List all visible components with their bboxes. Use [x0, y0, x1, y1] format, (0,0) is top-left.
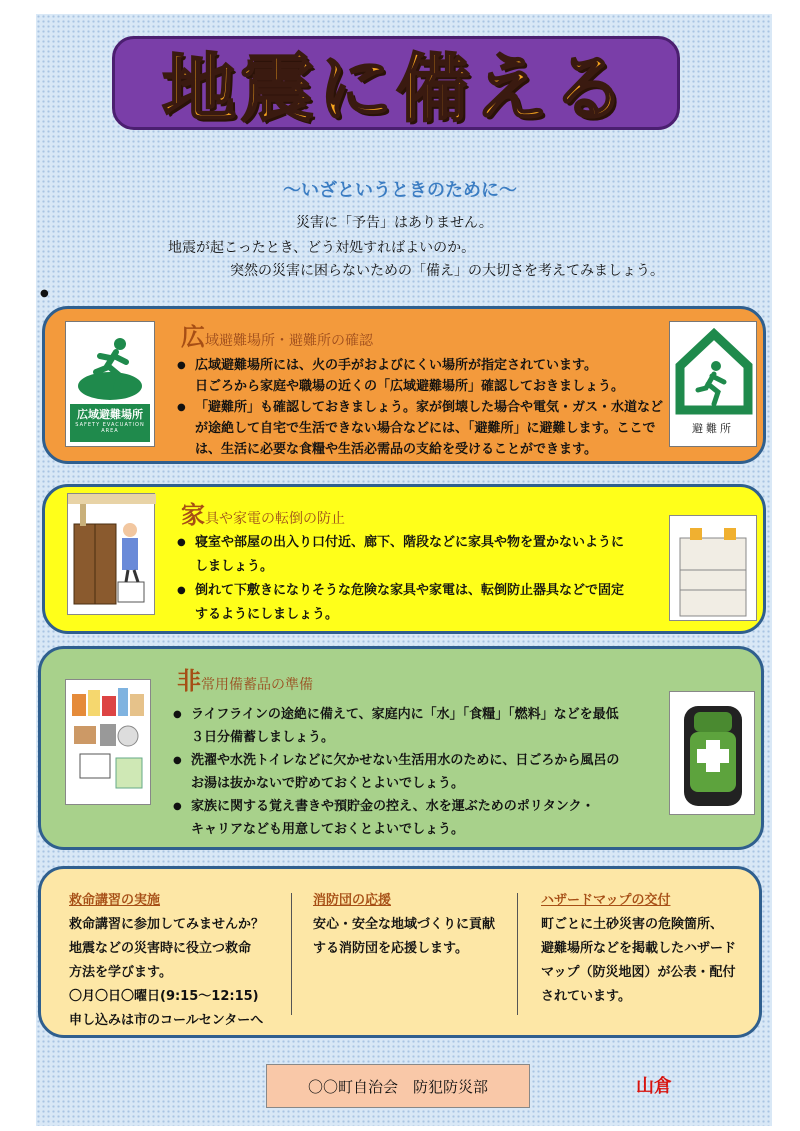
info-heading: 救命講習の実施	[69, 893, 161, 908]
appliance-stopper-illustration	[669, 515, 757, 621]
info-column-fire-brigade	[313, 889, 513, 961]
info-line: 救命講習に参加してみませんか？	[69, 917, 265, 932]
furniture-fixing-illustration	[67, 493, 155, 615]
evacuation-area-sign	[65, 321, 155, 447]
signature: 山倉	[636, 1076, 672, 1097]
list-item: ● 家族に関する覚え書きや預貯金の控え、水を運ぶためのポリタンク・ キャリアなども用意しておくとよいでしょう。	[173, 795, 643, 841]
info-line: 地震などの災害時に役立つ救命	[69, 941, 252, 956]
info-line: 方法を学びます。	[69, 965, 172, 980]
section-heading: 広域避難場所・避難所の確認	[181, 323, 373, 351]
list-item: ● 倒れて下敷きになりそうな危険な家具や家電は、転倒防止器具などで固定 するようにしましょう。	[177, 579, 647, 627]
section-evacuation	[42, 306, 766, 464]
info-line: されています。	[541, 989, 631, 1004]
section-heading: 非常用備蓄品の準備	[177, 667, 313, 695]
footer-organization: 〇〇町自治会 防犯防災部	[266, 1064, 530, 1108]
list-item: ● 広域避難場所には、火の手がおよびにくい場所が指定されています。 日ごろから家庭や職場の近くの「広域避難場所」確認しておきましょう。	[177, 355, 677, 397]
list-item: ● ライフラインの途絶に備えて、家庭内に「水」「食糧」「燃料」などを最低 ３日分備蓄しましょう。	[173, 703, 643, 749]
info-line: する消防団を応援します。	[313, 941, 468, 956]
intro-line: 地震が起こったとき、どう対処すればよいのか。	[168, 240, 476, 256]
sign-caption: 避難所	[692, 422, 734, 435]
info-line: 安心・安全な地域づくりに貢献	[313, 917, 496, 932]
column-divider	[517, 893, 518, 1015]
page-title: 地震に備える	[162, 46, 630, 132]
intro-line: 突然の災害に困らないための「備え」の大切さを考えてみましょう。	[230, 263, 664, 279]
title-banner	[112, 36, 680, 130]
info-heading: ハザードマップの交付	[541, 893, 671, 908]
sign-sublabel: SAFETY EVACUATION AREA	[75, 422, 145, 434]
info-column-lifesaving	[69, 889, 289, 1033]
column-divider	[291, 893, 292, 1015]
bullet-list	[177, 531, 647, 627]
sign-label: 広域避難場所	[77, 408, 143, 421]
section-supplies	[38, 646, 764, 850]
info-heading: 消防団の応援	[313, 893, 392, 908]
subtitle: ～いざというときのために～	[283, 180, 517, 201]
info-box	[38, 866, 762, 1038]
bullet-list	[177, 355, 677, 460]
info-line: 〇月〇日〇曜日(9:15～12:15)	[69, 989, 259, 1004]
shelter-sign	[669, 321, 757, 447]
emergency-backpack-illustration	[669, 691, 755, 815]
info-line: 避難場所などを掲載したハザード	[541, 941, 737, 956]
emergency-supplies-illustration	[65, 679, 151, 805]
running-person-icon	[70, 326, 150, 406]
intro-line: 災害に「予告」はありません。	[296, 215, 493, 231]
stray-bullet: ●	[40, 288, 49, 299]
bullet-list	[173, 703, 643, 841]
info-column-hazard-map	[541, 889, 761, 1009]
info-line: マップ（防災地図）が公表・配付	[541, 965, 736, 980]
section-furniture	[42, 484, 766, 634]
shelter-house-icon	[670, 322, 758, 418]
list-item: ● 洗濯や水洗トイレなどに欠かせない生活用水のために、日ごろから風呂の お湯は抜かないで貯めておくとよいでしょう。	[173, 749, 643, 795]
list-item: ● 寝室や部屋の出入り口付近、廊下、階段などに家具や物を置かないように しましょう。	[177, 531, 647, 579]
section-heading: 家具や家電の転倒の防止	[181, 501, 345, 529]
list-item: ● 「避難所」も確認しておきましょう。家が倒壊した場合や電気・ガス・水道など が途絶して自宅で生活できない場合などには、「避難所」に避難します。ここで は、生活に必要な食糧や生活必需品の支給を受けることができます。	[177, 397, 677, 460]
info-line: 申し込みは市のコールセンターへ	[69, 1013, 264, 1028]
info-line: 町ごとに土砂災害の危険箇所、	[541, 917, 724, 932]
